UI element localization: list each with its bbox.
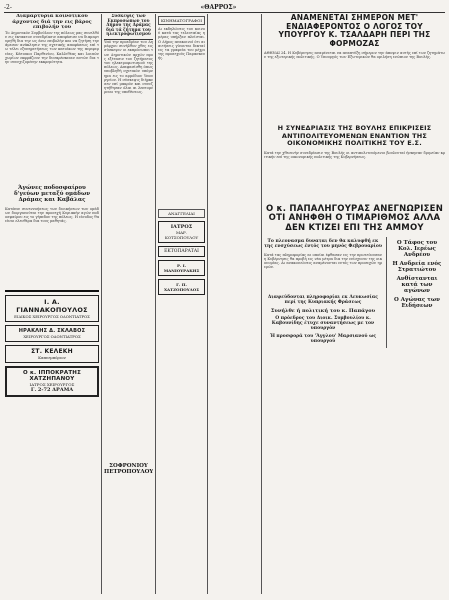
right-body-1: ΑΘΗΝΑΙ 24. Η Κυβέρνησις αναμένεται να αναπτύξη σήμερον την άποψιν αυτής επί των ζητημάτων της εξωτερικής πολιτικής. Ο Υπουργός των Εξωτερικών θα ομιλήση ενώπιον της Βουλής. bbox=[264, 51, 445, 60]
ad-chatzipanou bbox=[5, 366, 99, 397]
masthead bbox=[4, 2, 445, 13]
col1-headline-2: Άγώνες ποδοσφαίρου δ'γεύων μεταξύ ομάδων Δράμας και Καβάλας bbox=[13, 184, 91, 203]
ad-4-address: Γ. 2-72 ΔΡΑΜΑ bbox=[30, 386, 74, 393]
page-number: -2- bbox=[4, 3, 12, 11]
sub-headline-2: Διαψεύδονται πληροφορίαι εκ Λευκωσίας περί της Κυπριακής Φράσεως bbox=[267, 294, 379, 305]
ad-1-name: Ι. Α. ΓΙΑΝΝΑΚΟΠΟΥΛΟΣ bbox=[16, 297, 88, 314]
side-headline-3: Ανθίστανται κατά των αγώνων bbox=[396, 276, 438, 294]
notice-box-3 bbox=[158, 279, 205, 295]
col2-body: Υπό την προεδρίαν του Δημάρχου συνήλθον χθες εις σύσκεψιν οι εκπρόσωποι των Δημοτικών αρχών προς εξέτασιν του ζητήματος του ηλεκτροφωτισμού της πόλεως. Απεφασίσθη όπως υποβληθή σχετικόν υπόμνημα εις το αρμόδιον Υπουργείον. Η σύσκεψις διήρκεσεν επί μακρόν και συνεζητήθησαν όλαι αι λεπτομέρειαι της υποθέσεως. bbox=[104, 40, 153, 95]
ad-keleki bbox=[5, 345, 99, 363]
doctor-name: ΜΑΡ. ΚΟΤΣΟΠΟΥΛΟΥ bbox=[164, 230, 199, 240]
notice-2: Γ. Π. ΧΑΤΖΟΠΟΥΛΟΣ bbox=[163, 282, 200, 292]
sub-headline-3: Συνήλθε ή πολιτική του κ. Παπάγου bbox=[270, 307, 376, 314]
side-headline-2: Η Ανδρεία ενός Στρατιώτου bbox=[392, 261, 442, 273]
ad-2-name: ΗΡΑΚΛΗΣ Δ. ΣΚΛΑΒΟΣ bbox=[18, 327, 86, 334]
ad-2-line: ΧΕΙΡΟΥΡΓΟΣ ΟΔΟΝΤΙΑΤΡΟΣ bbox=[23, 333, 81, 339]
col1-headline-1: Διαμαρτυρία κοινοτικού άρχοντος διά την εις βάρος επιβολήν του bbox=[12, 14, 92, 30]
ad-4-line: ΙΑΤΡΟΣ ΧΕΙΡΟΥΡΓΟΣ bbox=[29, 381, 75, 387]
doctor-title: ΙΑΤΡΟΣ bbox=[170, 224, 193, 230]
sub-headline-5: Ή προσφορά του 'Άγγλου' Μαρσιανού ως υπουργού bbox=[269, 334, 377, 344]
ad-3-name: ΣΤ. ΚΕΛΕΚΗ bbox=[31, 347, 73, 355]
column-3 bbox=[158, 14, 205, 594]
notice-box bbox=[158, 246, 205, 257]
sub-headline-1: Το πλεονασμα δυναται δεν θα καλυφθή εκ της ενσχύσεως έντός του μηνός Φεβρουαρίου bbox=[264, 239, 382, 249]
col3-body: Αι εκδηλώσεις του κοινού κατά τας τελευταίας ημέρας υπήρξαν πλείσται. Ο Δήμος ανακοινοί ότι αι αιτήσεις γίνονται δεκταί εις τα γραφεία του μέχρι της προσεχούς Παρασκευής. bbox=[158, 27, 205, 61]
banner-formosa: ΑΝΑΜΕΝΕΤΑΙ ΣΗΜΕΡΟΝ ΜΕΤ' ΕΝΔΙΑΦΕΡΟΝΤΟΣ Ο ΛΟΓΟΣ ΤΟΥ ΥΠΟΥΡΓΟΥ Κ. ΤΣΑΛΔΑΡΗ ΠΕΡΙ ΤΗΣ ΦΟΡΜΟΖΑΣ bbox=[278, 14, 431, 48]
lower-side bbox=[386, 237, 445, 348]
banner-papaligouras: Ο κ. ΠΑΠΑΛΗΓΟΥΡΑΣ ΑΝΕΓΝΩΡΙΣΕΝ ΟΤΙ ΑΝΗΦΘΗ Ο ΤΙΜΑΡΙΘΜΟΣ ΑΛΛΑ ΔΕΝ ΚΤΙΖΕΙ ΕΠΙ ΤΗΣ ΑΜΜΟΥ bbox=[265, 203, 444, 233]
doctor-box bbox=[158, 221, 205, 243]
paper-name: «ΘΑΡΡΟΣ» bbox=[200, 3, 237, 11]
col3-section-1: ΚΙΝΗΜΑΤΟΓΡΑΦΟΙ bbox=[158, 16, 205, 25]
notice-title: ΕΚΤΟΠΑΡΑΤΑΙ bbox=[164, 249, 199, 254]
col2-headline: Σύσκεψις τών Εκπροσώπων του Δήμου της Δράμας διά τά ζήτημα του ηλεκτροφωτισμού bbox=[104, 14, 153, 40]
sub-headline-4: Ο πρόεδρος του Διοικ. Συμβουλίου κ. Καβουνίδης έτυχε συναντήσεως με τον υπουργόν bbox=[271, 316, 375, 332]
side-headline-1: Ο Τάφος του Κολ. Ιερέως Ανδρέου bbox=[396, 240, 438, 258]
lower-body: Κατά τας πληροφορίας αι οποίαι έφθασαν εις την πρωτεύουσαν η Κυβέρνησις θα προβή εις νέα μέτρα δια την ενίσχυσιν της οικονομίας. Αι ανακοινώσεις αναμένονται εντός των προσεχών ημερών. bbox=[264, 252, 382, 270]
right-body-2: Κατά την χθεσινήν συνεδρίασιν της Βουλής οι αντιπολιτευόμενοι βουλευταί ήσκησαν δριμείαν κριτικήν επί της οικονομικής πολιτικής της Κυβερνήσεως. bbox=[264, 150, 445, 159]
divider bbox=[5, 290, 99, 292]
notice-box-2 bbox=[158, 260, 205, 276]
column-1 bbox=[5, 14, 99, 594]
column-2 bbox=[104, 14, 153, 594]
col1-body-1: Το Δημοτικόν Συμβούλιον της πόλεως μας συνελθόν εις έκτακτον συνεδρίασιν απεφάσισε να διαμαρτυρηθή δια την ως άνω επιβολήν και να ζητήση την άμεσον ανάκλησιν της σχετικής αποφάσεως επί τω τέλει εξυπηρετήσεως των κατοίκων της περιφερείας. Κάτοικοι Παρθενίου, Καλλιθέας και λοιπών χωρίων εκφράζουν την δυσαρέσκειαν αυτών δια την συνεχιζομένην εκκρεμότητα. bbox=[5, 30, 99, 64]
lower-columns bbox=[264, 237, 445, 348]
right-section bbox=[264, 14, 445, 594]
column-rule bbox=[261, 14, 262, 594]
column-rule bbox=[155, 14, 156, 594]
column-rule bbox=[207, 14, 208, 594]
side-headline-4: Ο Αγώνας των Ειδήσεων bbox=[394, 297, 440, 309]
banner-parliament: Η ΣΥΝΕΔΡΙΑΣΙΣ ΤΗΣ ΒΟΥΛΗΣ ΕΠΙΚΡΙΣΕΙΣ ΑΝΤΙΠΟΛΙΤΕΥΟΜΕΝΩΝ ΕΝΑΝΤΙΟΝ ΤΗΣ ΟΙΚΟΝΟΜΙΚΗΣ ΠΟΛΙΤΙΚΗΣ ΤΟΥ Ε.Σ. bbox=[277, 124, 432, 147]
col1-body-2: Κατόπιν συνεννοήσεως των διοικήσεων των ομάδων διοργανούται την προσεχή Κυριακήν αγών ποδοσφαίρου εις το γήπεδον της πόλεως. Η είσοδος θα είναι ελευθέρα δια τους μαθητάς. bbox=[5, 206, 99, 224]
ad-giannakopoulos bbox=[5, 295, 99, 322]
ad-3-line: Καπνεμπόριον bbox=[38, 354, 66, 360]
notice-1: Ρ. Ι. ΜΑΝΙΟΥΡΑΚΗΣ bbox=[163, 263, 200, 273]
ad-sklavos bbox=[5, 325, 99, 342]
column-rule bbox=[101, 14, 102, 594]
lower-main bbox=[264, 237, 382, 348]
col2-section: ΣΟΦΡΟΝΙΟΥ ΠΕΤΡΟΠΟΥΛΟΥ bbox=[104, 463, 153, 476]
ad-1-line: ΕΙΔΙΚΟΣ ΧΕΙΡΟΥΡΓΟΣ ΟΔΟΝΤΙΑΤΡΟΣ bbox=[14, 313, 90, 319]
ad-4-name: Ο κ. ΙΠΠΟΚΡΑΤΗΣ ΧΑΤΖΗΠΑΝΟΥ bbox=[22, 369, 82, 382]
col3-section-2: ΑΝΑΓΓΕΛΙΑΙ bbox=[158, 209, 205, 218]
